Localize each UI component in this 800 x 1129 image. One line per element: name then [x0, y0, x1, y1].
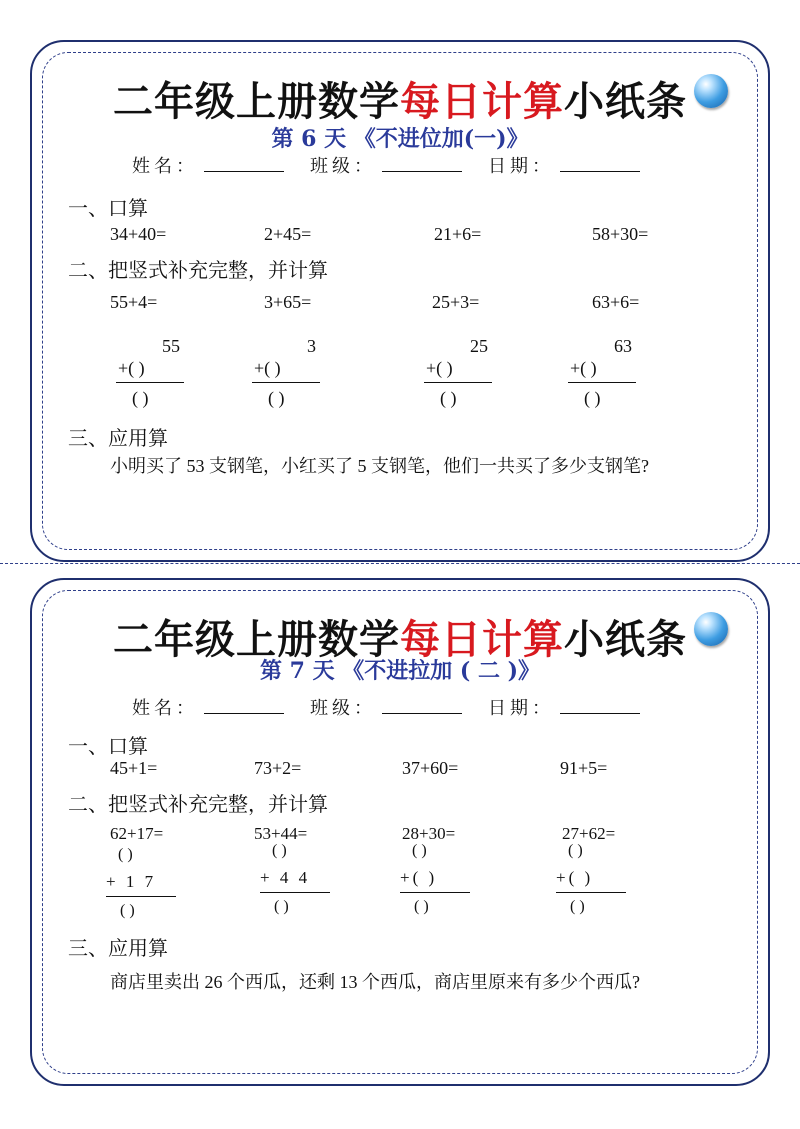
vertical-rule [556, 892, 626, 893]
vertical-form [556, 842, 636, 932]
name-label: 姓名： [132, 698, 198, 719]
oral-problem: 21+6= [434, 224, 482, 244]
vertical-top[interactable]: ( ) [118, 846, 133, 863]
name-blank[interactable] [204, 155, 284, 172]
date-blank[interactable] [560, 155, 640, 172]
vertical-result[interactable]: ( ) [274, 898, 289, 915]
vertical-result[interactable]: ( ) [132, 388, 149, 408]
vertical-rule [400, 892, 470, 893]
vertical-form [400, 842, 480, 932]
vertical-rule [106, 896, 176, 897]
section-oral-heading: 一、口算 [68, 196, 148, 220]
title-part-2: 小纸条 [564, 79, 687, 125]
vertical-addend: + 1 7 [106, 872, 157, 891]
vertical-rule [424, 382, 492, 383]
worksheet-card-day6 [30, 40, 770, 562]
vertical-result[interactable]: ( ) [570, 898, 585, 915]
vertical-top[interactable]: ( ) [412, 842, 427, 859]
name-blank[interactable] [204, 697, 284, 714]
blue-ball-icon [694, 74, 728, 108]
day-subtitle: 第 6 天 《不进位加(一)》 [271, 126, 529, 152]
oral-problem: 2+45= [264, 224, 312, 244]
name-label: 姓名： [132, 156, 198, 177]
vertical-problem: 28+30= [402, 824, 456, 843]
vertical-addend[interactable]: +( ) [556, 868, 594, 887]
vertical-problem: 53+44= [254, 824, 308, 843]
vertical-problem: 62+17= [110, 824, 164, 843]
vertical-rule [252, 382, 320, 383]
oral-problem: 58+30= [592, 224, 649, 244]
day-subtitle: 第 7 天 《不进拉加 ( 二 )》 [259, 658, 541, 684]
vertical-form [114, 336, 194, 416]
vertical-problem: 63+6= [592, 292, 640, 312]
vertical-top: 25 [470, 336, 488, 356]
vertical-result[interactable]: ( ) [120, 902, 135, 919]
vertical-problem: 3+65= [264, 292, 312, 312]
vertical-result[interactable]: ( ) [268, 388, 285, 408]
student-info-row [132, 694, 666, 720]
vertical-problem: 27+62= [562, 824, 616, 843]
section-application-heading: 三、应用算 [68, 936, 168, 960]
vertical-form [260, 842, 340, 932]
worksheet-card-day7 [30, 578, 770, 1086]
class-label: 班级： [310, 698, 376, 719]
vertical-result[interactable]: ( ) [440, 388, 457, 408]
title-highlight: 每日计算 [400, 79, 564, 125]
title-highlight: 每日计算 [400, 617, 564, 663]
class-label: 班级： [310, 156, 376, 177]
vertical-problem: 55+4= [110, 292, 158, 312]
word-problem: 小明买了 53 支钢笔，小红买了 5 支钢笔，他们一共买了多少支钢笔? [110, 456, 649, 476]
date-label: 日期： [488, 156, 554, 177]
vertical-addend[interactable]: +( ) [426, 358, 453, 378]
oral-problem: 45+1= [110, 758, 158, 778]
vertical-addend: + 4 4 [260, 868, 311, 887]
vertical-addend[interactable]: +( ) [400, 868, 438, 887]
title-part-1: 二年级上册数学 [113, 79, 400, 125]
vertical-top[interactable]: ( ) [272, 842, 287, 859]
class-blank[interactable] [382, 155, 462, 172]
section-vertical-heading: 二、把竖式补充完整，并计算 [68, 792, 328, 816]
vertical-form [422, 336, 502, 416]
cut-line [0, 563, 800, 564]
vertical-addend[interactable]: +( ) [570, 358, 597, 378]
section-vertical-heading: 二、把竖式补充完整，并计算 [68, 258, 328, 282]
vertical-top: 3 [307, 336, 316, 356]
word-problem: 商店里卖出 26 个西瓜，还剩 13 个西瓜，商店里原来有多少个西瓜? [110, 972, 640, 992]
oral-problem: 91+5= [560, 758, 608, 778]
vertical-addend[interactable]: +( ) [118, 358, 145, 378]
vertical-form [566, 336, 646, 416]
title-part-2: 小纸条 [564, 617, 687, 663]
class-blank[interactable] [382, 697, 462, 714]
oral-problem: 34+40= [110, 224, 167, 244]
vertical-result[interactable]: ( ) [584, 388, 601, 408]
vertical-top[interactable]: ( ) [568, 842, 583, 859]
student-info-row [132, 152, 666, 178]
vertical-form [250, 336, 330, 416]
vertical-rule [116, 382, 184, 383]
date-blank[interactable] [560, 697, 640, 714]
title-part-1: 二年级上册数学 [113, 617, 400, 663]
vertical-addend[interactable]: +( ) [254, 358, 281, 378]
vertical-result[interactable]: ( ) [414, 898, 429, 915]
vertical-top: 63 [614, 336, 632, 356]
vertical-rule [568, 382, 636, 383]
blue-ball-icon [694, 612, 728, 646]
vertical-form [106, 846, 186, 936]
date-label: 日期： [488, 698, 554, 719]
oral-problem: 73+2= [254, 758, 302, 778]
card-title [32, 70, 768, 127]
vertical-top: 55 [162, 336, 180, 356]
section-oral-heading: 一、口算 [68, 734, 148, 758]
section-application-heading: 三、应用算 [68, 426, 168, 450]
oral-problem: 37+60= [402, 758, 459, 778]
vertical-rule [260, 892, 330, 893]
vertical-problem: 25+3= [432, 292, 480, 312]
